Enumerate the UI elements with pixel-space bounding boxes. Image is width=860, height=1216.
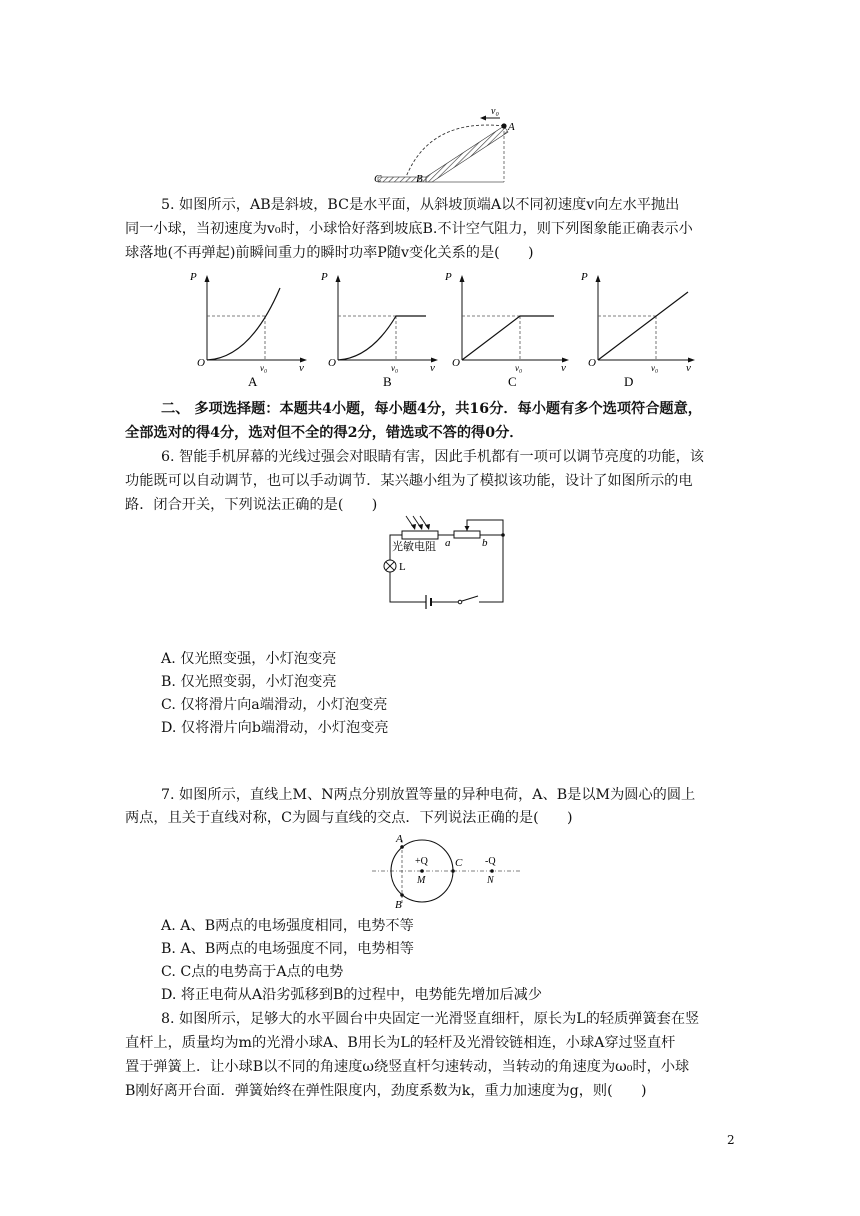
svg-text:b: b [482, 537, 488, 549]
charge-figure [366, 830, 526, 910]
point-a-label: A [508, 121, 515, 133]
q8-line2: 直杆上，质量均为m的光滑小球A、B用长为L的轻杆及光滑铰链相连，小球A穿过竖直杆 [125, 1035, 676, 1051]
graph-a-label: A [248, 374, 258, 389]
svg-text:v₀: v₀ [391, 363, 399, 373]
svg-text:O: O [197, 357, 205, 369]
svg-text:v: v [430, 362, 435, 374]
svg-text:a: a [445, 537, 451, 549]
svg-text:B: B [395, 899, 402, 910]
point-b-label: B [416, 173, 423, 185]
q5-line2: 同一小球，当初速度为v₀时，小球恰好落到坡底B.不计空气阻力，则下列图象能正确表示小 [125, 221, 693, 237]
power-graphs [180, 270, 700, 395]
q8-line3: 置于弹簧上．让小球B以不同的角速度ω绕竖直杆匀速转动，当转动的角速度为ω₀时，小球 [125, 1059, 690, 1075]
q6-option-b: B. 仅光照变弱，小灯泡变亮 [161, 674, 337, 690]
svg-text:v₀: v₀ [515, 363, 523, 373]
svg-text:v: v [686, 362, 691, 374]
v0-label: v₀ [491, 106, 499, 117]
svg-text:O: O [328, 357, 336, 369]
graph-c [444, 271, 569, 389]
svg-text:L: L [399, 561, 406, 573]
q5-line3: 球落地(不再弹起)前瞬间重力的瞬时功率P随v变化关系的是( ) [125, 245, 534, 261]
q6-line3: 路．闭合开关，下列说法正确的是( ) [125, 497, 378, 513]
graph-b-label: B [383, 374, 392, 389]
svg-text:v₀: v₀ [651, 363, 659, 373]
svg-text:v₀: v₀ [260, 363, 268, 373]
graph-b [320, 271, 438, 389]
svg-text:v: v [561, 362, 566, 374]
svg-text:P: P [190, 271, 197, 283]
svg-text:O: O [588, 357, 596, 369]
svg-text:P: P [581, 271, 588, 283]
q7-line2: 两点，且关于直线对称，C为圆与直线的交点．下列说法正确的是( ) [125, 810, 573, 826]
svg-text:-Q: -Q [485, 856, 496, 867]
svg-text:O: O [452, 357, 460, 369]
svg-text:A: A [396, 833, 403, 845]
q7-option-b: B. A、B两点的电场强度不同，电势相等 [161, 941, 414, 957]
q8-line4: B刚好离开台面．弹簧始终在弹性限度内，劲度系数为k，重力加速度为g，则( ) [125, 1083, 647, 1099]
q5-line1: 5. 如图所示，AB是斜坡，BC是水平面，从斜坡顶端A以不同初速度v向左水平抛出 [161, 197, 680, 213]
svg-text:C: C [455, 857, 463, 869]
graph-c-label: C [508, 374, 517, 389]
point-c-label: C [374, 173, 382, 185]
slope-figure [370, 104, 520, 186]
page-number: 2 [727, 1133, 735, 1147]
svg-text:P: P [321, 271, 328, 283]
q7-option-a: A. A、B两点的电场强度相同，电势不等 [161, 918, 414, 934]
svg-text:M: M [417, 875, 426, 886]
q8-line1: 8. 如图所示，足够大的水平圆台中央固定一光滑竖直细杆，原长为L的轻质弹簧套在竖 [161, 1011, 700, 1027]
q6-line2: 功能既可以自动调节，也可以手动调节．某兴趣小组为了模拟该功能，设计了如图所示的电 [125, 473, 693, 489]
svg-text:+Q: +Q [415, 856, 428, 867]
q7-option-c: C. C点的电势高于A点的电势 [161, 964, 344, 980]
q6-option-c: C. 仅将滑片向a端滑动，小灯泡变亮 [161, 697, 388, 713]
q6-line1: 6. 智能手机屏幕的光线过强会对眼睛有害，因此手机都有一项可以调节亮度的功能，该 [161, 449, 704, 465]
q7-line1: 7. 如图所示，直线上M、N两点分别放置等量的异种电荷，A、B是以M为圆心的圆上 [161, 787, 696, 803]
svg-text:N: N [487, 875, 494, 886]
q6-option-a: A. 仅光照变强，小灯泡变亮 [161, 651, 337, 667]
section2-line1: 二、 多项选择题：本题共4小题，每小题4分，共16分．每小题有多个选项符合题意， [161, 401, 702, 417]
circuit-diagram [382, 512, 512, 612]
q6-option-d: D. 仅将滑片向b端滑动，小灯泡变亮 [161, 720, 389, 736]
graph-d-label: D [624, 374, 634, 389]
section2-line2: 全部选对的得4分，选对但不全的得2分，错选或不答的得0分． [125, 425, 524, 441]
q7-option-d: D. 将正电荷从A沿劣弧移到B的过程中，电势能先增加后减少 [161, 987, 543, 1003]
graph-d [580, 271, 695, 389]
svg-text:v: v [299, 362, 304, 374]
graph-a [189, 271, 307, 389]
resistor-label: 光敏电阻 [392, 541, 436, 553]
svg-text:P: P [445, 271, 452, 283]
